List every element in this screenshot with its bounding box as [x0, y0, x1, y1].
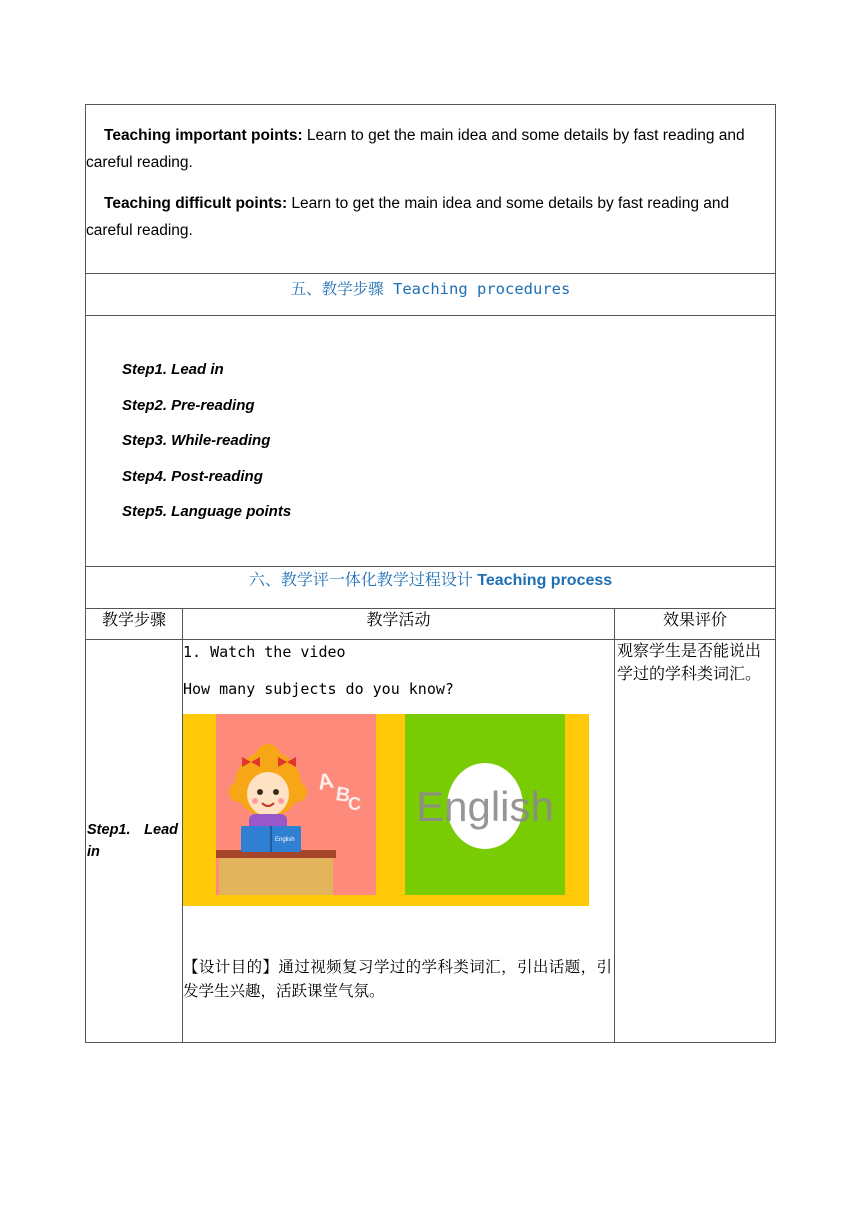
important-points	[86, 122, 775, 176]
step-name-cell	[86, 640, 183, 1043]
girl-cheek-left	[252, 798, 258, 804]
step-name-line1	[87, 819, 178, 841]
procedure-step: Step3. While-reading	[122, 432, 271, 449]
girl-eye-right	[273, 789, 279, 795]
board-letter-c: C	[348, 794, 361, 814]
girl-hair-curl-left	[229, 782, 249, 802]
video-screenshot[interactable]	[183, 714, 589, 906]
important-points-label: Teaching important points:	[104, 127, 303, 144]
procedure-step: Step1. Lead in	[122, 361, 224, 378]
girl-cheek-right	[278, 798, 284, 804]
lesson-plan-table	[85, 104, 776, 1043]
activity-line-1: 1. Watch the video	[183, 643, 346, 661]
activity-cell	[183, 640, 615, 1043]
header-evaluation: 效果评价	[615, 609, 776, 640]
header-activity: 教学活动	[183, 609, 615, 640]
book-label: English	[275, 837, 295, 843]
section6-title-en: Teaching process	[477, 572, 613, 589]
procedures-list	[86, 316, 775, 530]
girl-hair-curl-right	[287, 782, 307, 802]
difficult-points	[86, 190, 775, 244]
procedures-cell	[86, 316, 776, 567]
girl-face-icon	[247, 772, 289, 816]
procedure-step: Step2. Pre-reading	[122, 396, 255, 414]
difficult-points-label: Teaching difficult points:	[104, 195, 288, 212]
important-points-text: Learn to get the main idea and some details by fast reading and careful reading.	[86, 127, 745, 171]
activity-line-2: How many subjects do you know?	[183, 680, 454, 698]
design-purpose: 【设计目的】通过视频复习学过的学科类词汇，引出话题，引发学生兴趣，活跃课堂气氛。	[183, 959, 612, 1000]
header-step: 教学步骤	[86, 609, 183, 640]
section6-title-cn: 六、教学评一体化教学过程设计	[248, 572, 478, 589]
step-name-part1: Step1.	[87, 822, 131, 838]
teaching-points-cell	[86, 105, 776, 274]
girl-eye-left	[257, 789, 263, 795]
section5-heading: 五、教学步骤 Teaching procedures	[86, 274, 776, 316]
procedure-step: Step5. Language points	[122, 503, 292, 520]
board-letter-b: B	[334, 783, 352, 807]
board-letter-a: A	[315, 767, 336, 795]
difficult-points-text: Learn to get the main idea and some details by fast reading and careful reading.	[86, 195, 730, 239]
evaluation-cell: 观察学生是否能说出学过的学科类词汇。	[615, 640, 776, 1043]
video-frame-illustration	[183, 714, 589, 906]
section6-heading	[86, 567, 776, 609]
desk-front-icon	[219, 858, 333, 895]
step-name-part2: Lead	[144, 822, 178, 838]
procedure-step: Step4. Post-reading	[122, 467, 263, 485]
english-word: English	[416, 783, 554, 830]
step-name-part3: in	[87, 844, 100, 860]
